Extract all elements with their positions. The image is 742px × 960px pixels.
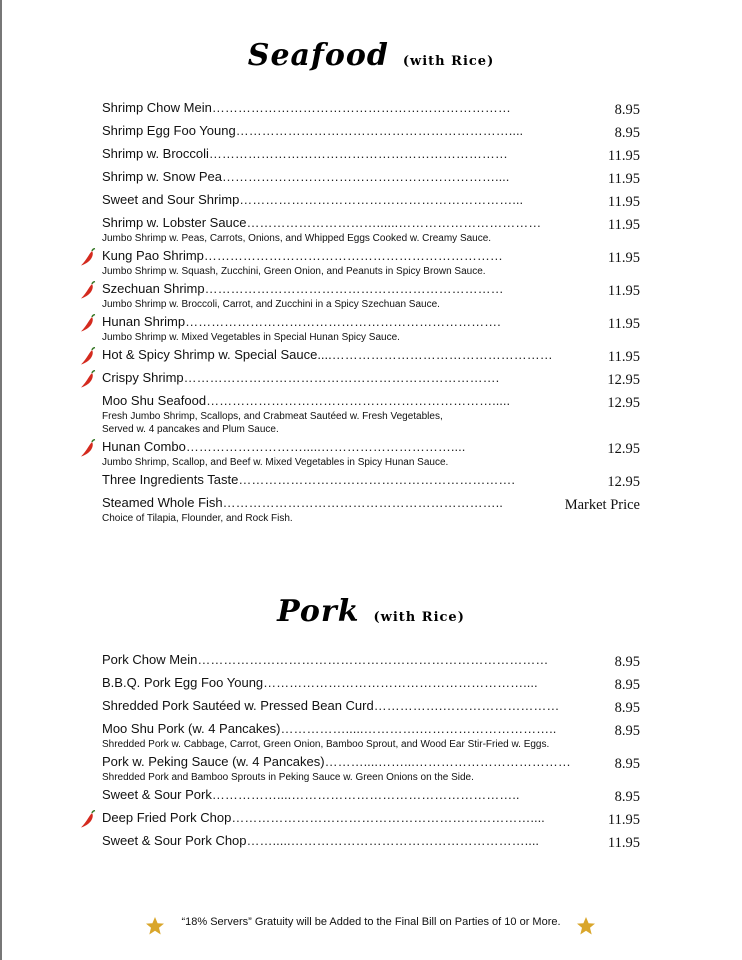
menu-item-price: 8.95	[614, 700, 640, 716]
seafood-title: Seafood	[247, 38, 389, 73]
menu-item	[0, 191, 742, 214]
menu-item-row	[0, 494, 742, 517]
menu-item-price: 12.95	[607, 474, 640, 490]
menu-item-name	[102, 145, 554, 163]
menu-item-price: 11.95	[607, 812, 640, 828]
item-name-text: Sweet and Sour Shrimp	[102, 192, 240, 207]
item-name-text: Three Ingredients Taste	[102, 472, 239, 487]
menu-item-price: 12.95	[607, 441, 640, 457]
seafood-section-title	[0, 38, 742, 73]
menu-item-row	[0, 438, 742, 461]
menu-item-name	[102, 191, 554, 209]
menu-item-name	[102, 247, 554, 265]
item-name-text: Hunan Shrimp	[102, 314, 186, 329]
leader-dots: ………………………………………………………....	[235, 123, 524, 138]
item-name-text: Shrimp w. Snow Pea	[102, 169, 222, 184]
menu-item-price: 12.95	[607, 372, 640, 388]
menu-item	[0, 786, 742, 809]
menu-item-price: 11.95	[607, 283, 640, 299]
item-name-text: Shredded Pork Sautéed w. Pressed Bean Curd	[102, 698, 374, 713]
leader-dots: ……………………….....…………………………....	[185, 439, 466, 454]
item-name-text: Szechuan Shrimp	[102, 281, 205, 296]
menu-item-price: 8.95	[614, 723, 640, 739]
menu-item-name	[102, 786, 600, 804]
menu-item-price: 11.95	[607, 217, 640, 233]
leader-dots: ………....……...………………………………	[324, 754, 571, 769]
menu-item-row	[0, 697, 742, 720]
menu-item	[0, 809, 742, 832]
leader-dots: ………………………………………………………………………	[197, 652, 549, 667]
chili-pepper-icon	[80, 439, 96, 457]
menu-item	[0, 369, 742, 392]
menu-item-row	[0, 280, 742, 303]
menu-item-name	[102, 438, 554, 456]
item-name-text: Pork Chow Mein	[102, 652, 198, 667]
menu-item	[0, 280, 742, 311]
item-name-text: Shrimp Chow Mein	[102, 100, 212, 115]
menu-item-row	[0, 99, 742, 122]
menu-item-name	[102, 697, 600, 715]
leader-dots: ………………………………………………………....	[221, 169, 510, 184]
menu-item	[0, 145, 742, 168]
menu-item-price: 11.95	[607, 250, 640, 266]
leader-dots: ……………………………………………	[331, 347, 553, 362]
seafood-subtitle: (with Rice)	[402, 54, 495, 69]
seafood-menu-list	[0, 99, 742, 527]
menu-item-price: 11.95	[607, 148, 640, 164]
menu-item-description: Jumbo Shrimp w. Peas, Carrots, Onions, and Whipped Eggs Cooked w. Creamy Sauce.	[102, 233, 492, 244]
item-name-text: Kung Pao Shrimp	[102, 248, 204, 263]
menu-item-price: 11.95	[607, 316, 640, 332]
menu-item-name	[102, 313, 554, 331]
menu-item-row	[0, 832, 742, 855]
menu-item-row	[0, 168, 742, 191]
menu-item-name	[102, 369, 554, 387]
item-name-text: Steamed Whole Fish	[102, 495, 223, 510]
menu-item-description: Jumbo Shrimp w. Squash, Zucchini, Green Onion, and Peanuts in Spicy Brown Sauce.	[102, 266, 486, 277]
item-name-text: Deep Fried Pork Chop	[102, 810, 232, 825]
menu-item-description: Choice of Tilapia, Flounder, and Rock Fish.	[102, 513, 293, 524]
menu-item-row	[0, 122, 742, 145]
leader-dots: ……………………………………………………………	[211, 100, 511, 115]
pork-subtitle: (with Rice)	[373, 610, 465, 625]
menu-item-price: 8.95	[614, 789, 640, 805]
item-name-text: Shrimp w. Broccoli	[102, 146, 209, 161]
menu-item-name	[102, 214, 554, 232]
menu-item-row	[0, 651, 742, 674]
item-name-text: Crispy Shrimp	[102, 370, 184, 385]
menu-item-name	[102, 122, 554, 140]
menu-item-name	[102, 674, 600, 692]
menu-item-description: Jumbo Shrimp w. Broccoli, Carrot, and Zucchini in a Spicy Szechuan Sauce.	[102, 299, 440, 310]
menu-item-name	[102, 168, 554, 186]
menu-item	[0, 214, 742, 245]
menu-item-description: Shredded Pork w. Cabbage, Carrot, Green Onion, Bamboo Sprout, and Wood Ear Stir-Fried w. Eggs.	[102, 739, 550, 750]
chili-pepper-icon	[80, 370, 96, 388]
menu-item	[0, 392, 742, 436]
menu-item	[0, 313, 742, 344]
menu-item-name	[102, 494, 554, 512]
menu-item-name	[102, 280, 554, 298]
leader-dots: ………………………………………………………….....	[206, 393, 511, 408]
leader-dots: …………….………………………	[373, 698, 560, 713]
leader-dots: ……………………………………………………………	[204, 281, 504, 296]
menu-item-name	[102, 392, 554, 410]
menu-item	[0, 674, 742, 697]
leader-dots: …………….....………….…………………………..	[280, 721, 557, 736]
menu-item-row	[0, 674, 742, 697]
menu-item	[0, 697, 742, 720]
chili-pepper-icon	[80, 347, 96, 365]
menu-item-name	[102, 651, 600, 669]
item-name-text: Pork w. Peking Sauce (w. 4 Pancakes)	[102, 754, 325, 769]
pork-section-title	[0, 594, 742, 629]
item-name-text: B.B.Q. Pork Egg Foo Young	[102, 675, 264, 690]
menu-item-row	[0, 145, 742, 168]
item-name-text: Sweet & Sour Pork	[102, 787, 212, 802]
menu-item-name	[102, 99, 554, 117]
menu-item	[0, 494, 742, 525]
menu-item	[0, 832, 742, 855]
leader-dots: ……………....……………………………………………..	[211, 787, 520, 802]
leader-dots: ……………………………………………………………	[203, 248, 503, 263]
item-name-text: Sweet & Sour Pork Chop	[102, 833, 247, 848]
menu-item-price: 8.95	[614, 102, 640, 118]
menu-item-description: Jumbo Shrimp, Scallop, and Beef w. Mixed Vegetables in Spicy Hunan Sauce.	[102, 457, 449, 468]
item-name-text: Moo Shu Pork (w. 4 Pancakes)	[102, 721, 281, 736]
menu-item-price: 8.95	[614, 756, 640, 772]
menu-item-description: Jumbo Shrimp w. Mixed Vegetables in Special Hunan Spicy Sauce.	[102, 332, 400, 343]
chili-pepper-icon	[80, 314, 96, 332]
menu-item-row	[0, 471, 742, 494]
menu-item-row	[0, 392, 742, 415]
menu-item-name	[102, 753, 600, 771]
menu-item-name	[102, 832, 600, 850]
menu-item	[0, 651, 742, 674]
menu-item-row	[0, 214, 742, 237]
leader-dots: ……………………………………………………....	[263, 675, 538, 690]
menu-item-price: 12.95	[607, 395, 640, 411]
menu-item-description: Fresh Jumbo Shrimp, Scallops, and Crabmeat Sautéed w. Fresh Vegetables, Served w. 4 pancakes and Plum Sauce.	[102, 411, 443, 435]
menu-item-row	[0, 247, 742, 270]
menu-item-price: 8.95	[614, 125, 640, 141]
menu-item-price: 11.95	[607, 349, 640, 365]
menu-item-price: 8.95	[614, 677, 640, 693]
item-name-text: Moo Shu Seafood	[102, 393, 207, 408]
menu-item-price: Market Price	[564, 497, 640, 513]
menu-item	[0, 247, 742, 278]
menu-item-row	[0, 346, 742, 369]
menu-item-price: 11.95	[607, 194, 640, 210]
menu-item	[0, 720, 742, 751]
chili-pepper-icon	[80, 281, 96, 299]
menu-item-row	[0, 753, 742, 776]
menu-item	[0, 346, 742, 369]
menu-item-name	[102, 809, 600, 827]
chili-pepper-icon	[80, 810, 96, 828]
leader-dots: ……………………………………………………….	[238, 472, 515, 487]
item-name-text: Hot & Spicy Shrimp w. Special Sauce....	[102, 347, 332, 362]
item-name-text: Shrimp Egg Foo Young	[102, 123, 236, 138]
menu-item-price: 11.95	[607, 835, 640, 851]
menu-item-row	[0, 809, 742, 832]
menu-item-description: Shredded Pork and Bamboo Sprouts in Peking Sauce w. Green Onions on the Side.	[102, 772, 474, 783]
menu-item-row	[0, 313, 742, 336]
menu-item-row	[0, 720, 742, 743]
gratuity-note: “18% Servers” Gratuity will be Added to the Final Bill on Parties of 10 or More.	[181, 916, 561, 928]
pork-title: Pork	[277, 594, 360, 629]
item-name-text: Hunan Combo	[102, 439, 186, 454]
menu-item	[0, 168, 742, 191]
menu-item-name	[102, 471, 554, 489]
leader-dots: ……………………………………………………………….	[183, 370, 500, 385]
leader-dots: ……………………………………………………………	[208, 146, 508, 161]
star-icon	[576, 916, 596, 936]
menu-item-row	[0, 786, 742, 809]
menu-item	[0, 99, 742, 122]
menu-item-row	[0, 369, 742, 392]
leader-dots: …………………………......……………………………	[246, 215, 542, 230]
menu-item-price: 11.95	[607, 171, 640, 187]
leader-dots: ………………………………………………………...	[239, 192, 524, 207]
menu-item	[0, 471, 742, 494]
leader-dots: …….....………………………………………………....	[246, 833, 540, 848]
menu-item-name	[102, 720, 600, 738]
menu-item	[0, 438, 742, 469]
leader-dots: ……………………………………………………………....	[231, 810, 545, 825]
menu-item-name	[102, 346, 554, 364]
pork-menu-list	[0, 651, 742, 855]
menu-item-row	[0, 191, 742, 214]
menu-item	[0, 753, 742, 784]
item-name-text: Shrimp w. Lobster Sauce	[102, 215, 247, 230]
leader-dots: ………………………………………………………..	[222, 495, 503, 510]
menu-item	[0, 122, 742, 145]
menu-item-price: 8.95	[614, 654, 640, 670]
chili-pepper-icon	[80, 248, 96, 266]
leader-dots: ……………………………………………………………….	[185, 314, 501, 329]
